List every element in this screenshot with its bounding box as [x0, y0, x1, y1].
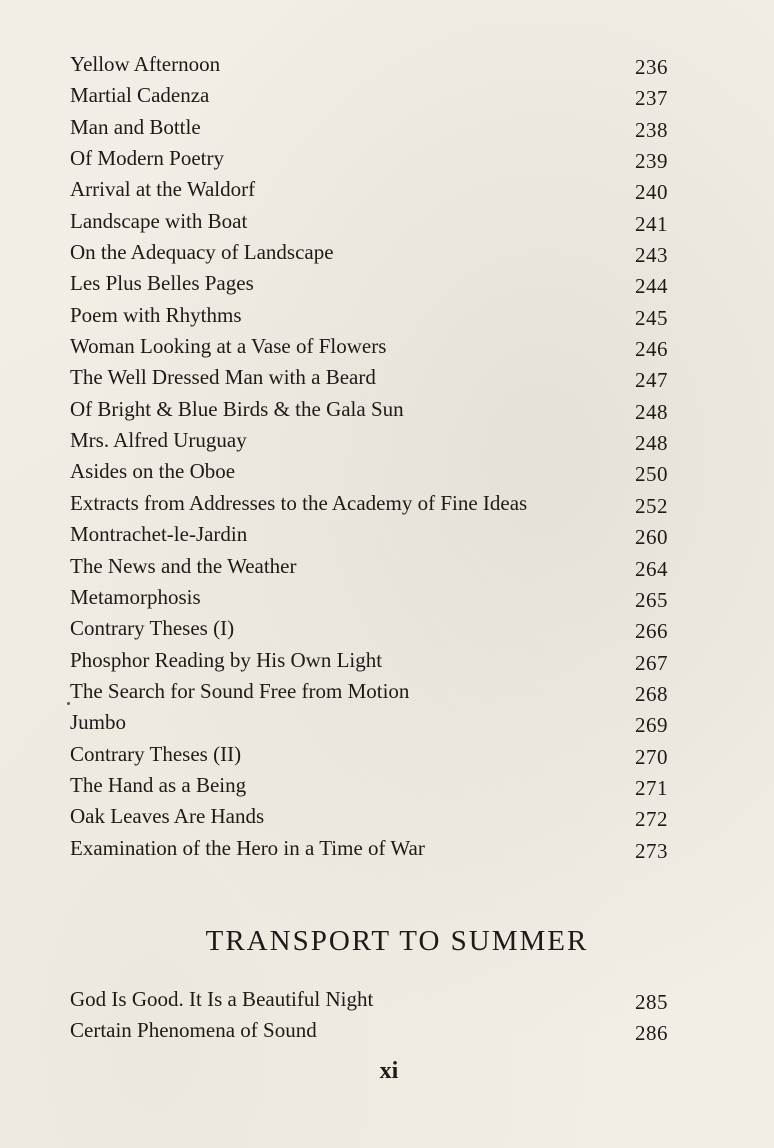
entry-page-number: 285: [635, 990, 668, 1014]
entry-title: Les Plus Belles Pages: [70, 271, 254, 296]
entry-title: The Search for Sound Free from Motion: [70, 678, 410, 703]
contents-entry: [70, 112, 670, 143]
entry-page-number: 237: [635, 86, 668, 111]
entry-page-number: 248: [635, 399, 668, 424]
entry-title: Phosphor Reading by His Own Light: [70, 647, 383, 672]
contents-entry: [70, 707, 670, 738]
entry-title: Examination of the Hero in a Time of War: [70, 835, 425, 860]
entry-page-number: 238: [635, 117, 668, 142]
entry-page-number: 247: [635, 368, 668, 393]
entry-title: Asides on the Oboe: [70, 459, 236, 484]
entry-title: Extracts from Addresses to the Academy of Fine Ideas: [70, 490, 528, 515]
entry-page-number: 264: [635, 556, 668, 581]
entry-page-number: 260: [635, 525, 668, 550]
contents-entry: [70, 551, 670, 582]
entry-page-number: 252: [635, 493, 668, 518]
contents-entry: [70, 174, 670, 205]
contents-entry: [70, 237, 670, 268]
entry-title: Of Modern Poetry: [70, 146, 224, 171]
entry-page-number: 236: [635, 55, 668, 79]
entry-page-number: 241: [635, 211, 668, 236]
entry-page-number: 268: [635, 681, 668, 706]
entry-title: Landscape with Boat: [70, 208, 248, 233]
entry-title: Woman Looking at a Vase of Flowers: [70, 334, 387, 359]
entry-title: Poem with Rhythms: [70, 302, 242, 327]
contents-entry: [70, 80, 670, 111]
contents-entry: [70, 456, 670, 487]
paper-speck: [67, 702, 70, 705]
entry-page-number: 250: [635, 462, 668, 487]
contents-entry: [70, 362, 670, 393]
contents-entry: [70, 984, 670, 1015]
entry-title: Arrival at the Waldorf: [70, 177, 256, 202]
contents-entry: [70, 268, 670, 299]
contents-entry: [70, 739, 670, 770]
entry-title: Oak Leaves Are Hands: [70, 804, 265, 829]
entry-page-number: 267: [635, 650, 668, 675]
entry-title: Mrs. Alfred Uruguay: [70, 428, 247, 453]
entry-title: Yellow Afternoon: [70, 52, 221, 76]
contents-entry: [70, 582, 670, 613]
section-heading-text: TRANSPORT TO SUMMER: [205, 925, 589, 957]
entry-page-number: 244: [635, 274, 668, 299]
entry-page-number: 286: [635, 1021, 668, 1046]
contents-entry: [70, 833, 670, 864]
contents-entry: [70, 1015, 670, 1046]
entry-page-number: 269: [635, 713, 668, 738]
entry-page-number: 248: [635, 431, 668, 456]
entry-page-number: 243: [635, 243, 668, 268]
page-folio: xi: [379, 1058, 399, 1084]
entry-title: On the Adequacy of Landscape: [70, 240, 334, 265]
entry-page-number: 246: [635, 337, 668, 362]
entry-page-number: 239: [635, 149, 668, 174]
entry-title: Of Bright & Blue Birds & the Gala Sun: [70, 396, 404, 421]
entry-title: Metamorphosis: [70, 584, 201, 609]
entry-title: The News and the Weather: [70, 553, 297, 578]
contents-entry: [70, 425, 670, 456]
contents-list-transport-to-summer: [70, 984, 670, 1047]
entry-title: Man and Bottle: [70, 114, 201, 139]
contents-entry: [70, 300, 670, 331]
contents-entry: [70, 676, 670, 707]
entry-title: The Well Dressed Man with a Beard: [70, 365, 376, 390]
entry-page-number: 272: [635, 807, 668, 832]
contents-list: [70, 49, 670, 864]
entry-page-number: 273: [635, 838, 668, 863]
contents-entry: [70, 143, 670, 174]
entry-title: Montrachet-le-Jardin: [70, 522, 248, 547]
contents-entry: [70, 801, 670, 832]
section-heading: [0, 925, 774, 958]
contents-entry: [70, 206, 670, 237]
entry-title: God Is Good. It Is a Beautiful Night: [70, 987, 374, 1011]
entry-title: Contrary Theses (I): [70, 616, 235, 641]
entry-title: Jumbo: [70, 710, 127, 735]
contents-entry: [70, 770, 670, 801]
entry-page-number: 245: [635, 305, 668, 330]
contents-entry: [70, 645, 670, 676]
entry-title: Certain Phenomena of Sound: [70, 1018, 317, 1043]
contents-entry: [70, 488, 670, 519]
entry-page-number: 270: [635, 744, 668, 769]
entry-title: Contrary Theses (II): [70, 741, 242, 766]
contents-entry: [70, 613, 670, 644]
entry-page-number: 271: [635, 775, 668, 800]
contents-entry: [70, 394, 670, 425]
contents-entry: [70, 519, 670, 550]
entry-title: Martial Cadenza: [70, 83, 210, 108]
contents-entry: [70, 331, 670, 362]
entry-page-number: 265: [635, 587, 668, 612]
contents-entry: [70, 49, 670, 80]
entry-page-number: 266: [635, 619, 668, 644]
entry-page-number: 240: [635, 180, 668, 205]
entry-title: The Hand as a Being: [70, 772, 247, 797]
